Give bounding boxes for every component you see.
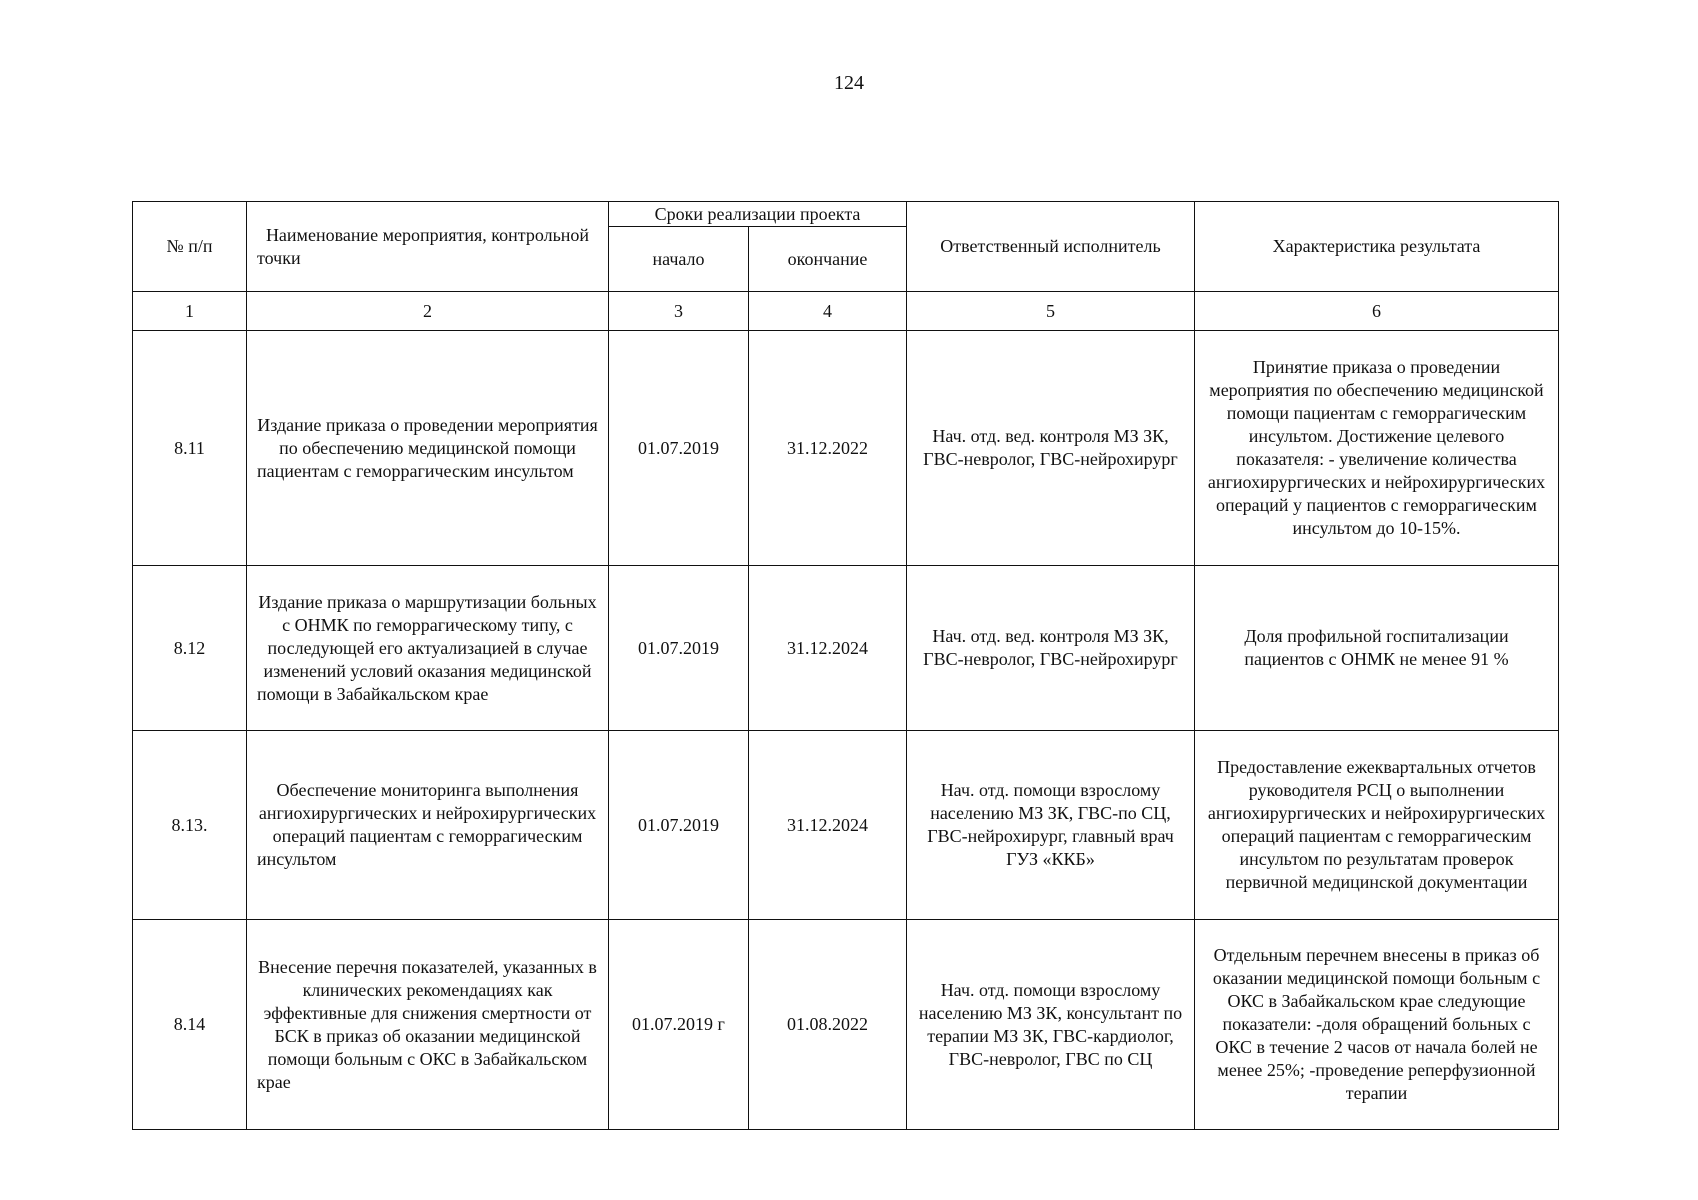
header-num: № п/п [133,202,247,292]
row-end-date: 01.08.2022 [749,920,907,1130]
row-end-date: 31.12.2022 [749,331,907,566]
column-number-row [133,292,1559,331]
column-number: 1 [133,292,247,331]
row-start-date: 01.07.2019 [609,566,749,731]
header-name: Наименование мероприятия, контрольной точки [247,202,609,292]
row-name: Обеспечение мониторинга выполнения ангиохирургических и нейрохирургических операций пациентам с геморрагическим инсультом [247,731,609,920]
row-name: Издание приказа о проведении мероприятия по обеспечению медицинской помощи пациентам с геморрагическим инсультом [247,331,609,566]
row-result: Предоставление ежеквартальных отчетов руководителя РСЦ о выполнении ангиохирургических и нейрохирургических операций пациентам с геморрагическим инсультом по результатам проверок первичной медицинской документации [1195,731,1559,920]
row-start-date: 01.07.2019 [609,331,749,566]
row-name: Внесение перечня показателей, указанных в клинических рекомендациях как эффективные для снижения смертности от БСК в приказ об оказании медицинской помощи больным с ОКС в Забайкальском крае [247,920,609,1130]
row-responsible: Нач. отд. вед. контроля МЗ ЗК, ГВС-невролог, ГВС-нейрохирург [907,331,1195,566]
table-row [133,731,1559,920]
header-row [133,202,1559,227]
header-start: начало [609,227,749,292]
column-number: 4 [749,292,907,331]
row-responsible: Нач. отд. вед. контроля МЗ ЗК, ГВС-невролог, ГВС-нейрохирург [907,566,1195,731]
header-end: окончание [749,227,907,292]
row-number: 8.13. [133,731,247,920]
row-end-date: 31.12.2024 [749,731,907,920]
action-plan-table [132,201,1559,1130]
page-number: 124 [834,72,864,94]
row-start-date: 01.07.2019 г [609,920,749,1130]
row-number: 8.11 [133,331,247,566]
table-row [133,920,1559,1130]
row-result: Доля профильной госпитализации пациентов с ОНМК не менее 91 % [1195,566,1559,731]
header-responsible: Ответственный исполнитель [907,202,1195,292]
header-result: Характеристика результата [1195,202,1559,292]
row-end-date: 31.12.2024 [749,566,907,731]
column-number: 2 [247,292,609,331]
row-result: Принятие приказа о проведении мероприятия по обеспечению медицинской помощи пациентам с геморрагическим инсультом. Достижение целевого показателя: - увеличение количества ангиохирургических и нейрохирургических операций у пациентов с геморрагическим инсультом до 10-15%. [1195,331,1559,566]
row-result: Отдельным перечнем внесены в приказ об оказании медицинской помощи больным с ОКС в Забайкальском крае следующие показатели: -доля обращений больных с ОКС в течение 2 часов от начала болей не менее 25%; -проведение реперфузионной терапии [1195,920,1559,1130]
row-start-date: 01.07.2019 [609,731,749,920]
column-number: 3 [609,292,749,331]
column-number: 6 [1195,292,1559,331]
row-number: 8.14 [133,920,247,1130]
table-row [133,331,1559,566]
table-row [133,566,1559,731]
row-responsible: Нач. отд. помощи взрослому населению МЗ ЗК, консультант по терапии МЗ ЗК, ГВС-кардиолог, ГВС-невролог, ГВС по СЦ [907,920,1195,1130]
row-responsible: Нач. отд. помощи взрослому населению МЗ ЗК, ГВС-по СЦ, ГВС-нейрохирург, главный врач ГУЗ «ККБ» [907,731,1195,920]
column-number: 5 [907,292,1195,331]
header-period-group: Сроки реализации проекта [609,202,907,227]
row-number: 8.12 [133,566,247,731]
row-name: Издание приказа о маршрутизации больных с ОНМК по геморрагическому типу, с последующей его актуализацией в случае изменений условий оказания медицинской помощи в Забайкальском крае [247,566,609,731]
